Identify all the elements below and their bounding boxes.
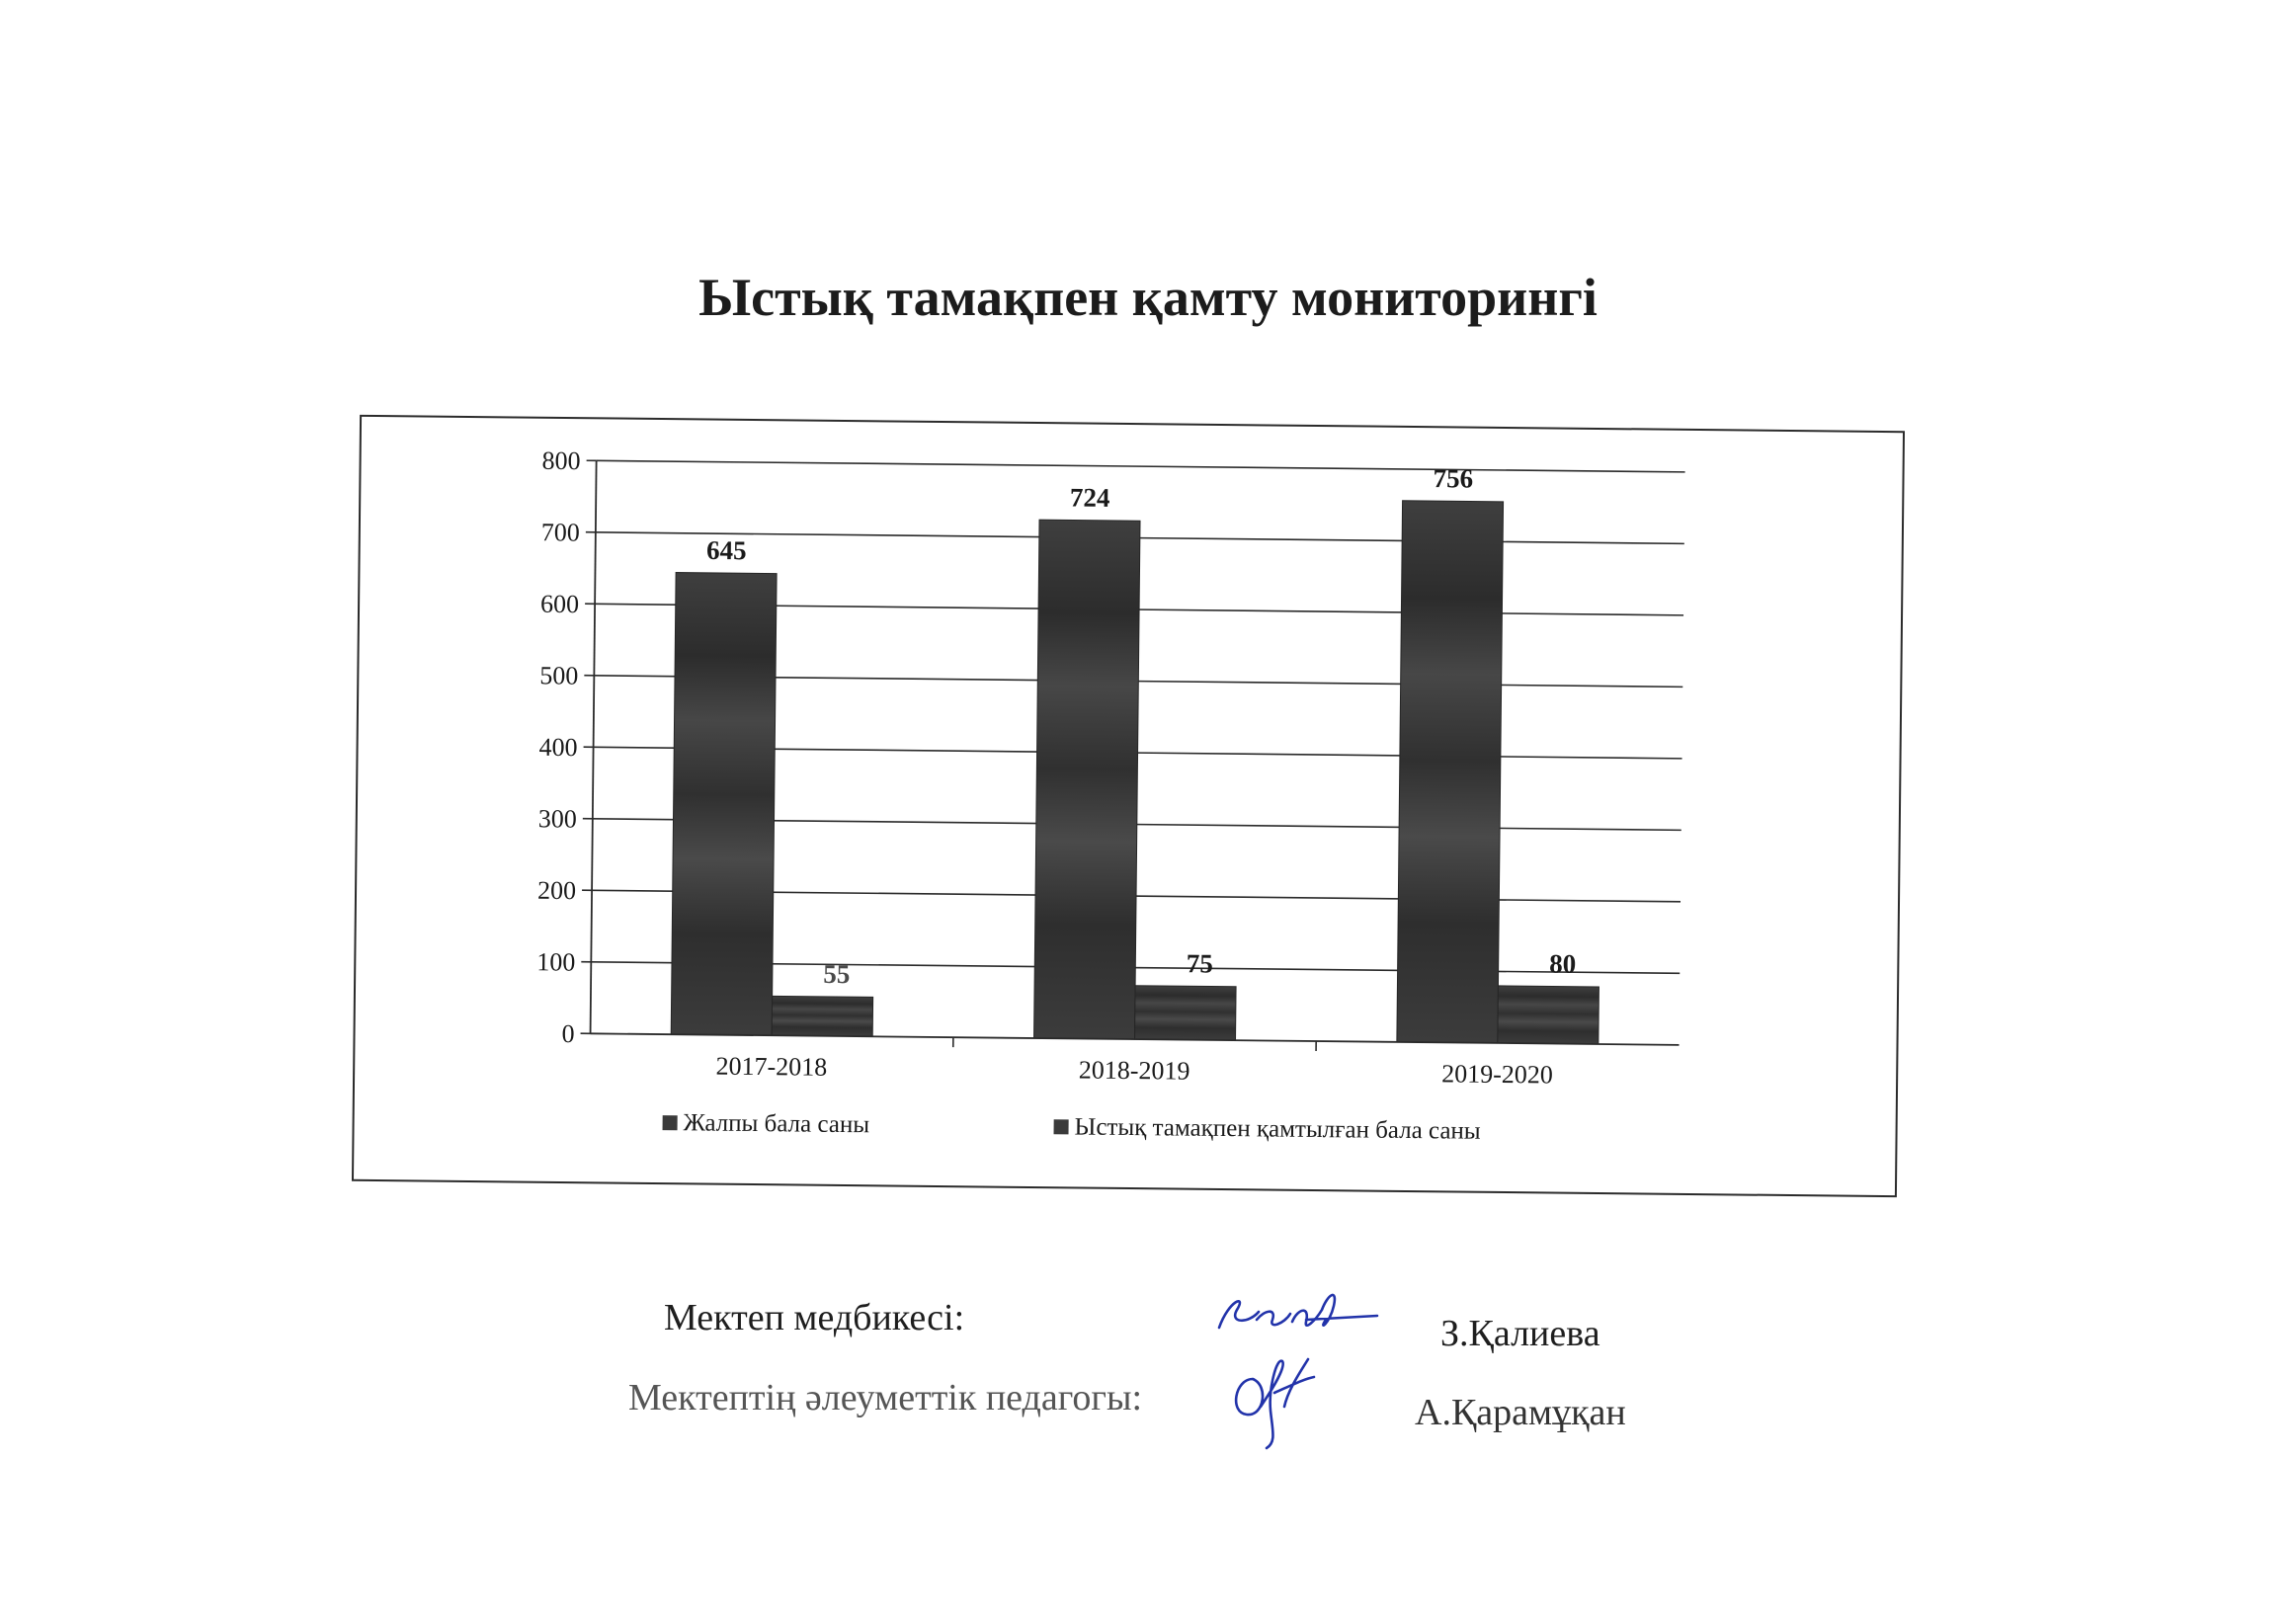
x-tick-label-2018-2019: 2018-2019 (1078, 1055, 1190, 1086)
page-title: Ыстық тамақпен қамту мониторингі (698, 268, 1598, 327)
x-tick-label-2019-2020: 2019-2020 (1441, 1059, 1553, 1090)
data-label-total-2017-2018: 645 (705, 534, 747, 566)
bar-total-2018-2019 (1034, 520, 1140, 1039)
data-label-total-2018-2019: 724 (1069, 482, 1110, 513)
y-tick-label-0: 0 (561, 1019, 575, 1049)
y-tick-label-300: 300 (537, 804, 577, 834)
gridline-800 (597, 460, 1685, 472)
bar-total-2017-2018 (671, 573, 777, 1036)
data-label-total-2019-2020: 756 (1433, 463, 1474, 494)
y-tick-label-600: 600 (539, 589, 580, 619)
signature-role-nurse: Мектеп медбикесі: (664, 1297, 965, 1338)
handwritten-signature-1 (1207, 1280, 1385, 1349)
data-label-hot-meal-2019-2020: 80 (1549, 948, 1577, 979)
y-tick-label-400: 400 (538, 732, 578, 763)
chart-frame (352, 415, 1905, 1197)
x-tick-label-2017-2018: 2017-2018 (715, 1051, 828, 1082)
y-tick-label-700: 700 (540, 518, 581, 547)
signature-name-social-pedagogue: А.Қарамұқан (1415, 1392, 1626, 1433)
legend-label-1: Ыстық тамақпен қамтылған бала саны (1074, 1113, 1481, 1145)
y-tick-label-800: 800 (541, 446, 581, 476)
signature-role-social-pedagogue: Мектептің әлеуметтік педагогы: (628, 1377, 1143, 1418)
legend-swatch-0 (663, 1115, 678, 1130)
bar-hot-meal-2018-2019 (1135, 986, 1237, 1040)
bar-chart (354, 417, 1903, 1195)
y-tick-label-200: 200 (536, 875, 577, 906)
signature-name-nurse: З.Қалиева (1440, 1313, 1600, 1354)
legend-swatch-1 (1054, 1119, 1069, 1134)
bar-hot-meal-2019-2020 (1498, 986, 1599, 1044)
legend-label-0: Жалпы бала саны (683, 1109, 870, 1139)
bar-hot-meal-2017-2018 (772, 996, 872, 1036)
data-label-hot-meal-2017-2018: 55 (823, 958, 851, 990)
bar-total-2019-2020 (1397, 501, 1504, 1043)
y-tick-label-100: 100 (536, 947, 576, 977)
data-label-hot-meal-2018-2019: 75 (1186, 948, 1213, 979)
handwritten-signature-2 (1213, 1349, 1332, 1452)
y-tick-label-500: 500 (539, 661, 579, 690)
